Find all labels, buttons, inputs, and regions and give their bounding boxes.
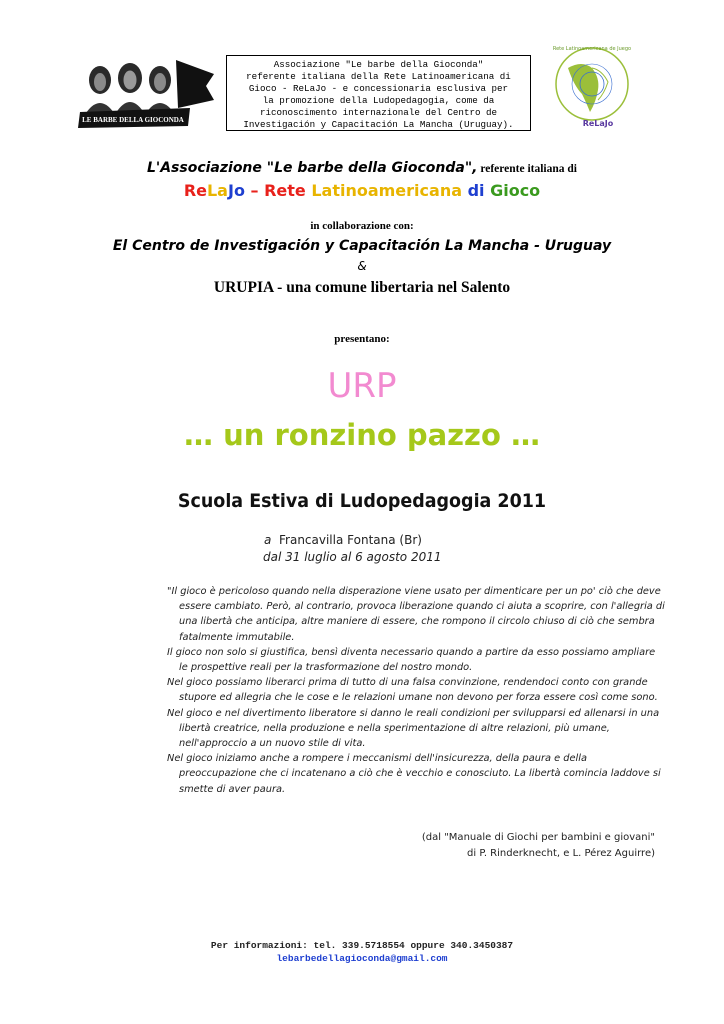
subtitle: … un ronzino pazzo …: [184, 418, 540, 452]
header-info-box: [226, 55, 531, 131]
assoc-line: [0, 160, 724, 177]
logo-right-abbr: ReLaJo: [582, 119, 614, 128]
contact-email[interactable]: lebarbedellagioconda@gmail.com: [276, 953, 448, 964]
header-line: riconoscimento internazionale del Centro de: [259, 107, 498, 118]
barbe-gioconda-logo: [78, 56, 216, 128]
relajo-part: La: [206, 181, 228, 200]
main-title: URP: [327, 366, 397, 406]
header-line: Investigación y Capacitación La Mancha (Uruguay).: [243, 119, 514, 130]
quote-block: [167, 584, 667, 797]
header-line: la promozione della Ludopedagogia, come da: [262, 95, 495, 106]
relajo-part: Latinoamericana: [311, 181, 462, 200]
centro-text: El Centro de Investigación y Capacitación La Mancha - Uruguay: [112, 238, 612, 254]
quote-paragraph: Nel gioco possiamo liberarci prima di tutto di una falsa convinzione, rendendoci conto con grande stupore ed allegria che le cose e le relazioni umane non devono per forza essere così come sono.: [167, 677, 658, 704]
source-line: di P. Rinderknecht, e L. Pérez Aguirre): [467, 848, 655, 859]
quote-paragraph: Nel gioco e nel divertimento liberatore si danno le reali condizioni per svilupparsi ed allenarsi in una libertà creatrice, nella produzione e nella sperimentazione di altre relazioni, più umane, nell'approccio a un nuovo stile di vita.: [167, 707, 660, 750]
location-prefix: a: [264, 533, 272, 547]
urupia-text: URUPIA - una comune libertaria nel Salento: [213, 279, 511, 296]
source-line: (dal "Manuale di Giochi per bambini e giovani": [421, 832, 655, 843]
assoc-name: L'Associazione "Le barbe della Gioconda",: [147, 160, 478, 176]
collab-text: in collaborazione con:: [310, 220, 414, 232]
relajo-part: Re: [183, 181, 207, 200]
relajo-logo: [552, 42, 634, 132]
quote-paragraph: Nel gioco iniziamo anche a rompere i meccanismi dell'insicurezza, della paura e della preoccupazione che ci incatenano a ciò che è vecchio e conosciuto. La libertà comincia laddove si smette di aver paura.: [167, 753, 661, 795]
assoc-rest: referente italiana di: [477, 163, 577, 175]
event-title: Scuola Estiva di Ludopedagogia 2011: [177, 490, 547, 512]
logo-left-text: LE BARBE DELLA GIOCONDA: [82, 116, 184, 124]
location-name: Francavilla Fontana (Br): [279, 533, 422, 547]
relajo-part: Jo: [227, 181, 245, 200]
presentano-text: presentano:: [334, 333, 390, 345]
relajo-part: di: [462, 181, 491, 200]
quote-paragraph: Il gioco non solo si giustifica, bensì diventa necessario quando a partire da esso possiamo ampliare le prospettive reali per la trasformazione del nostro mondo.: [167, 646, 656, 674]
ampersand: &: [357, 259, 367, 273]
header-line: Associazione "Le barbe della Gioconda": [273, 59, 484, 70]
relajo-part: Gioco: [490, 181, 541, 200]
header-line: Gioco - ReLaJo - e concessionaria esclusiva per: [248, 83, 509, 94]
quote-paragraph: "Il gioco è pericoloso quando nella disperazione viene usato per dimenticare per un po' ciò che deve essere cambiato. Però, al contrario, provoca liberazione quando ci aiuta a scoprire, con l'allegria di una libertà che anticipa, altre maniere di essere, che rompono il circolo chiuso di ciò che sembra fatalmente immutabile.: [167, 586, 665, 643]
logo-right-text: Rete Latinoamericana de Juego: [552, 46, 632, 52]
relajo-part: – Rete: [244, 181, 312, 200]
quote-source: [422, 830, 655, 862]
location-dates: dal 31 luglio al 6 agosto 2011: [263, 550, 442, 564]
contact-info: Per informazioni: tel. 339.5718554 oppure 340.3450387: [210, 940, 514, 951]
location-place: [264, 533, 422, 547]
relajo-line: [0, 181, 724, 200]
header-line: referente italiana della Rete Latinoamericana di: [246, 71, 511, 82]
